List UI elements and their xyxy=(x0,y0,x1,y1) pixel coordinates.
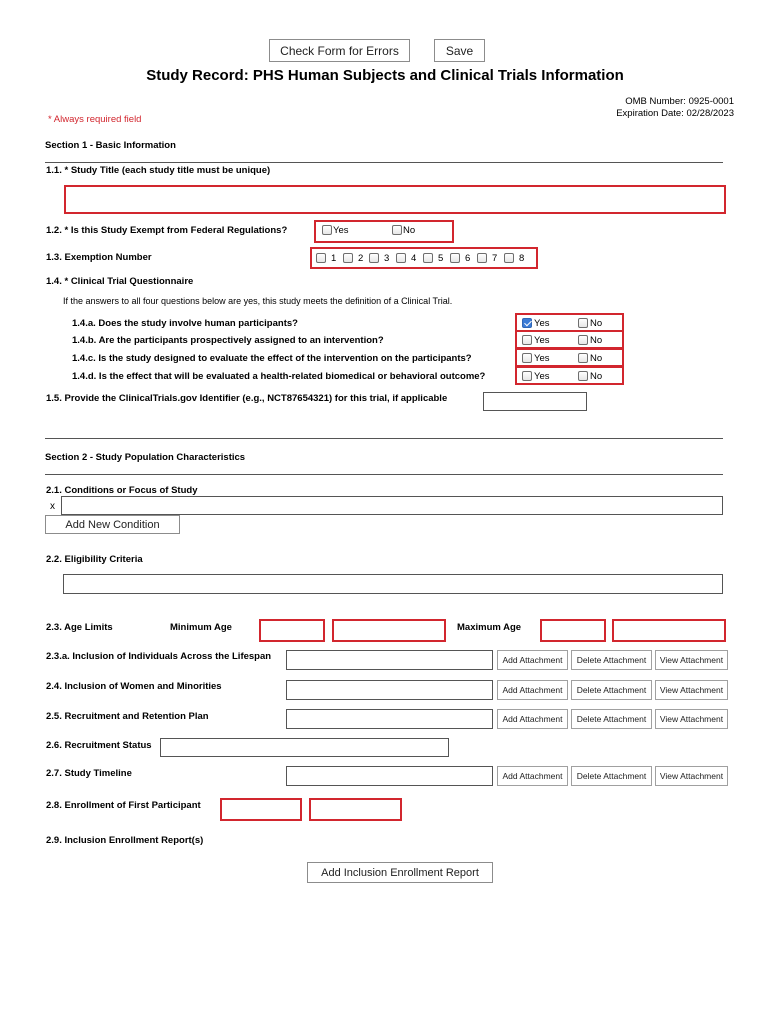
q1-4-c-yes-checkbox[interactable] xyxy=(522,353,532,363)
save-button[interactable]: Save xyxy=(434,39,485,62)
exemption-2-checkbox[interactable] xyxy=(343,253,353,263)
exemption-8-checkbox[interactable] xyxy=(504,253,514,263)
q1-4-d-yes-checkbox[interactable] xyxy=(522,371,532,381)
condition-input[interactable] xyxy=(61,496,723,515)
exemption-8-label: 8 xyxy=(519,253,525,264)
q1-4-a-yes-label: Yes xyxy=(534,318,550,329)
q1-4-b-yes-checkbox[interactable] xyxy=(522,335,532,345)
max-age-value-input[interactable] xyxy=(540,619,606,642)
women-minorities-add-attachment-button[interactable]: Add Attachment xyxy=(497,680,568,700)
q1-4-a-label: 1.4.a. Does the study involve human participants? xyxy=(72,318,298,329)
q1-4-d-label: 1.4.d. Is the effect that will be evaluated a health-related biomedical or behavioral outcome? xyxy=(72,371,486,382)
section-2-divider xyxy=(45,474,723,475)
max-age-label: Maximum Age xyxy=(457,622,522,633)
exemption-6-label: 6 xyxy=(465,253,471,264)
q1-4-label: 1.4. * Clinical Trial Questionnaire xyxy=(46,276,194,287)
q1-4-b-yes-label: Yes xyxy=(534,335,550,346)
page-title: Study Record: PHS Human Subjects and Clinical Trials Information xyxy=(146,67,624,84)
exemption-7-label: 7 xyxy=(492,253,498,264)
exempt-no-label: No xyxy=(403,225,416,236)
section-2-top-divider xyxy=(45,438,723,439)
recruitment-plan-file-field[interactable] xyxy=(286,709,493,729)
women-minorities-view-attachment-button[interactable]: View Attachment xyxy=(655,680,728,700)
recruitment-plan-add-attachment-button[interactable]: Add Attachment xyxy=(497,709,568,729)
q1-4-a-yes-checkbox[interactable] xyxy=(522,318,532,328)
exemption-1-label: 1 xyxy=(331,253,337,264)
women-minorities-file-field[interactable] xyxy=(286,680,493,700)
exemption-4-checkbox[interactable] xyxy=(396,253,406,263)
min-age-value-input[interactable] xyxy=(259,619,325,642)
q1-1-label: 1.1. * Study Title (each study title must be unique) xyxy=(46,165,271,176)
study-timeline-file-field[interactable] xyxy=(286,766,493,786)
q1-4-d-yes-label: Yes xyxy=(534,371,550,382)
remove-condition-icon[interactable]: x xyxy=(50,501,55,512)
study-timeline-view-attachment-button[interactable]: View Attachment xyxy=(655,766,728,786)
section-1-divider xyxy=(45,162,723,163)
exemption-7-checkbox[interactable] xyxy=(477,253,487,263)
study-timeline-delete-attachment-button[interactable]: Delete Attachment xyxy=(571,766,652,786)
max-age-unit-select[interactable] xyxy=(612,619,726,642)
required-note: * Always required field xyxy=(48,114,142,125)
women-minorities-delete-attachment-button[interactable]: Delete Attachment xyxy=(571,680,652,700)
section-1-title: Section 1 - Basic Information xyxy=(45,140,176,151)
exemption-3-checkbox[interactable] xyxy=(369,253,379,263)
exempt-yes-checkbox[interactable] xyxy=(322,225,332,235)
study-timeline-add-attachment-button[interactable]: Add Attachment xyxy=(497,766,568,786)
q1-4-c-no-checkbox[interactable] xyxy=(578,353,588,363)
q1-4-note: If the answers to all four questions below are yes, this study meets the definition of a Clinical Trial. xyxy=(63,296,453,306)
q1-5-label: 1.5. Provide the ClinicalTrials.gov Identifier (e.g., NCT87654321) for this trial, if applicable xyxy=(46,393,448,404)
lifespan-file-field[interactable] xyxy=(286,650,493,670)
exemption-5-checkbox[interactable] xyxy=(423,253,433,263)
expiration-date: Expiration Date: 02/28/2023 xyxy=(616,108,734,119)
study-timeline-label: 2.7. Study Timeline xyxy=(46,768,132,779)
exemption-1-checkbox[interactable] xyxy=(316,253,326,263)
lifespan-add-attachment-button[interactable]: Add Attachment xyxy=(497,650,568,670)
q2-3-label: 2.3. Age Limits xyxy=(46,622,113,633)
min-age-label: Minimum Age xyxy=(170,622,232,633)
min-age-unit-select[interactable] xyxy=(332,619,446,642)
omb-number: OMB Number: 0925-0001 xyxy=(625,96,734,107)
q2-2-label: 2.2. Eligibility Criteria xyxy=(46,554,143,565)
q1-4-d-no-label: No xyxy=(590,371,603,382)
recruitment-plan-label: 2.5. Recruitment and Retention Plan xyxy=(46,711,209,722)
enrollment-date-input[interactable] xyxy=(220,798,302,821)
exemption-5-label: 5 xyxy=(438,253,444,264)
exempt-no-checkbox[interactable] xyxy=(392,225,402,235)
q1-2-label: 1.2. * Is this Study Exempt from Federal Regulations? xyxy=(46,225,288,236)
check-form-button[interactable]: Check Form for Errors xyxy=(269,39,410,62)
recruitment-status-select[interactable] xyxy=(160,738,449,757)
recruitment-plan-view-attachment-button[interactable]: View Attachment xyxy=(655,709,728,729)
exemption-6-checkbox[interactable] xyxy=(450,253,460,263)
exemption-3-label: 3 xyxy=(384,253,390,264)
lifespan-delete-attachment-button[interactable]: Delete Attachment xyxy=(571,650,652,670)
enrollment-type-select[interactable] xyxy=(309,798,402,821)
eligibility-criteria-input[interactable] xyxy=(63,574,723,594)
q1-4-a-no-label: No xyxy=(590,318,603,329)
q1-3-label: 1.3. Exemption Number xyxy=(46,252,152,263)
q1-4-a-no-checkbox[interactable] xyxy=(578,318,588,328)
q2-8-label: 2.8. Enrollment of First Participant xyxy=(46,800,201,811)
study-title-input[interactable] xyxy=(64,185,726,214)
q1-4-b-no-checkbox[interactable] xyxy=(578,335,588,345)
exempt-yes-label: Yes xyxy=(333,225,349,236)
q2-1-label: 2.1. Conditions or Focus of Study xyxy=(46,485,198,496)
lifespan-label: 2.3.a. Inclusion of Individuals Across the Lifespan xyxy=(46,651,272,662)
recruitment-plan-delete-attachment-button[interactable]: Delete Attachment xyxy=(571,709,652,729)
add-inclusion-report-button[interactable]: Add Inclusion Enrollment Report xyxy=(307,862,493,883)
q1-4-b-no-label: No xyxy=(590,335,603,346)
exemption-4-label: 4 xyxy=(411,253,417,264)
nct-identifier-input[interactable] xyxy=(483,392,587,411)
q1-4-d-no-checkbox[interactable] xyxy=(578,371,588,381)
q1-4-c-no-label: No xyxy=(590,353,603,364)
women-minorities-label: 2.4. Inclusion of Women and Minorities xyxy=(46,681,222,692)
q2-9-label: 2.9. Inclusion Enrollment Report(s) xyxy=(46,835,204,846)
add-condition-button[interactable]: Add New Condition xyxy=(45,515,180,534)
section-2-title: Section 2 - Study Population Characteristics xyxy=(45,452,246,463)
exemption-2-label: 2 xyxy=(358,253,364,264)
lifespan-view-attachment-button[interactable]: View Attachment xyxy=(655,650,728,670)
q2-6-label: 2.6. Recruitment Status xyxy=(46,740,152,751)
q1-4-b-label: 1.4.b. Are the participants prospectively assigned to an intervention? xyxy=(72,335,384,346)
q1-4-c-label: 1.4.c. Is the study designed to evaluate the effect of the intervention on the participants? xyxy=(72,353,472,364)
q1-4-c-yes-label: Yes xyxy=(534,353,550,364)
